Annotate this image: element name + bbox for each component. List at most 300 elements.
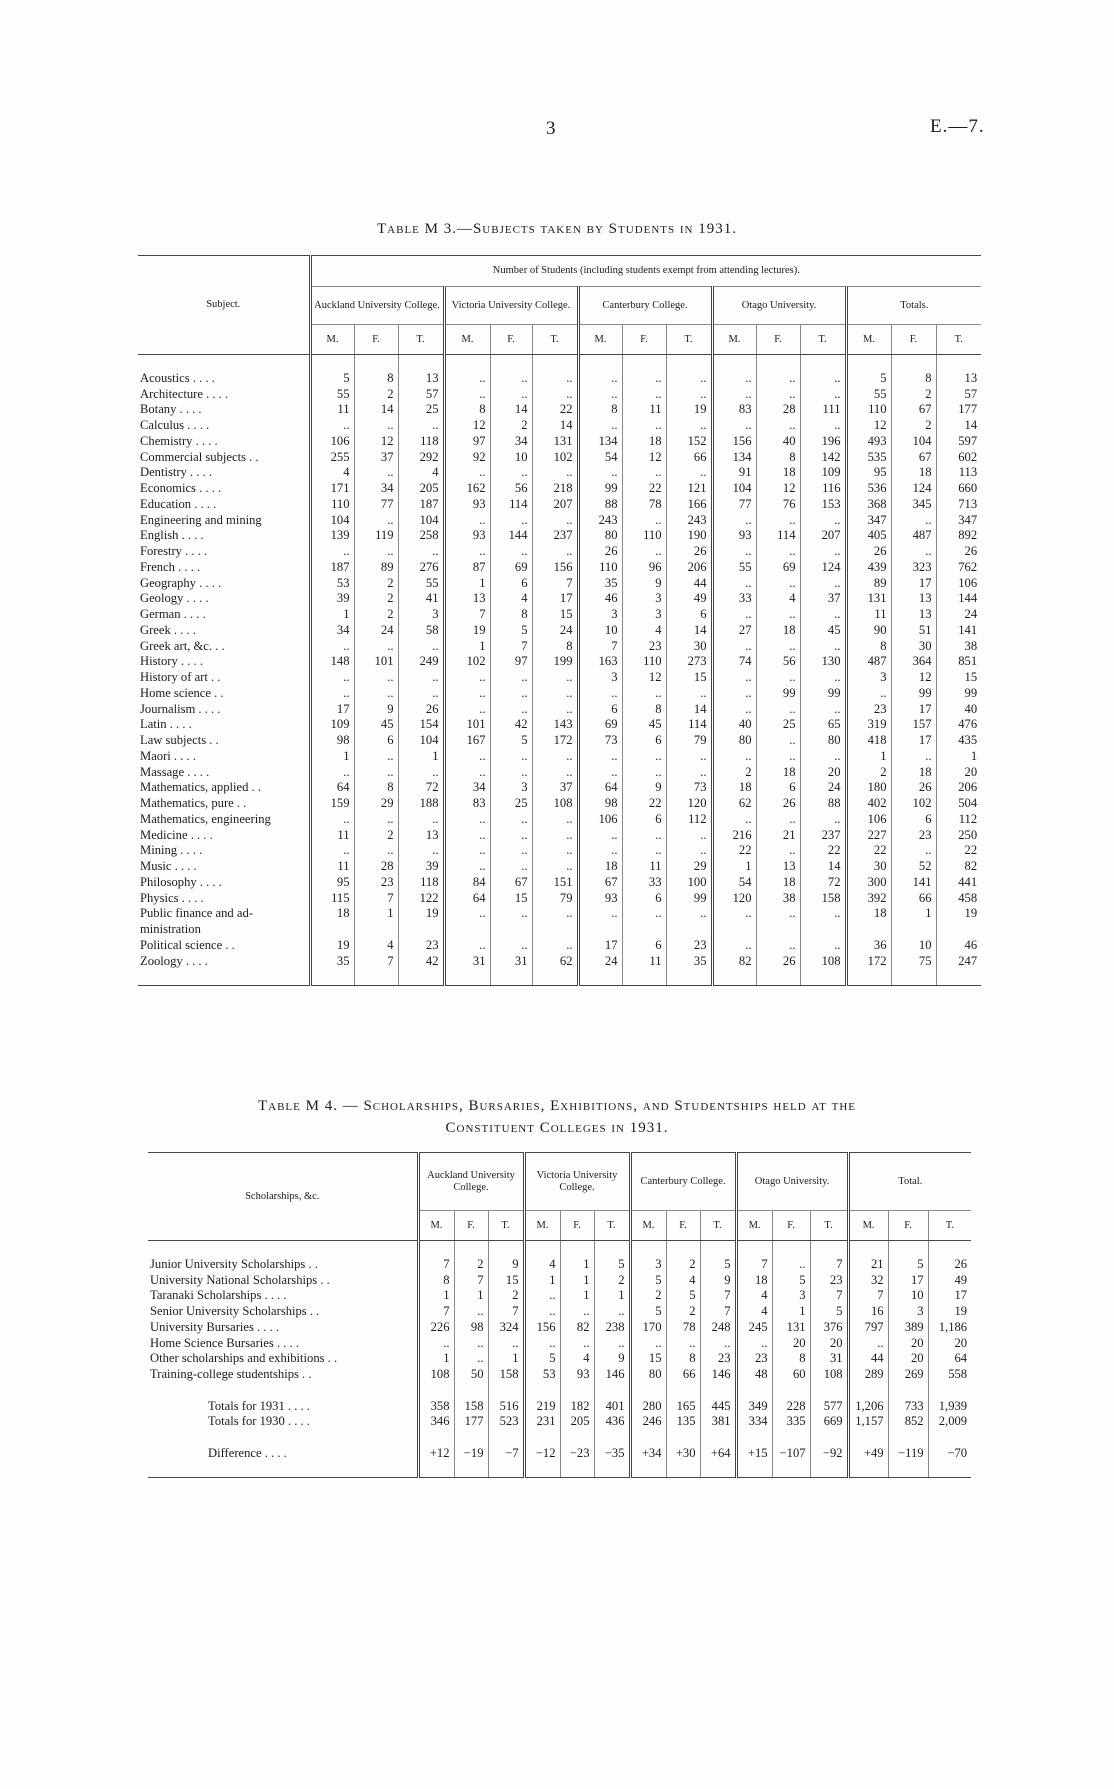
table-row bbox=[138, 702, 981, 718]
table-cell: .. bbox=[756, 749, 800, 765]
table-cell: 34 bbox=[310, 623, 354, 639]
table-cell: 11 bbox=[622, 859, 666, 875]
table-cell: 335 bbox=[772, 1414, 810, 1430]
table-cell: .. bbox=[712, 544, 756, 560]
table-cell: 143 bbox=[532, 717, 578, 733]
table-cell: 23 bbox=[700, 1351, 736, 1367]
spacer-cell bbox=[712, 355, 756, 371]
group-header-otago: Otago University. bbox=[712, 287, 846, 325]
table-cell: 108 bbox=[800, 954, 846, 970]
table-cell: 106 bbox=[578, 812, 622, 828]
table-row bbox=[138, 481, 981, 497]
table-cell: 188 bbox=[398, 796, 444, 812]
table-cell: .. bbox=[454, 1336, 488, 1352]
table-cell: .. bbox=[800, 938, 846, 954]
table-row bbox=[138, 922, 981, 938]
row-label: Medicine . . . . bbox=[138, 828, 310, 844]
table-cell: 228 bbox=[772, 1399, 810, 1415]
table-cell: .. bbox=[578, 843, 622, 859]
table-cell: 23 bbox=[891, 828, 936, 844]
table-cell: .. bbox=[800, 371, 846, 387]
table-cell: 46 bbox=[578, 591, 622, 607]
row-label: Taranaki Scholarships . . . . bbox=[148, 1288, 418, 1304]
super-header: Number of Students (including students exempt from attending lectures). bbox=[310, 256, 981, 287]
table-cell: .. bbox=[622, 387, 666, 403]
spacer-cell bbox=[891, 969, 936, 985]
table-cell: 2 bbox=[712, 765, 756, 781]
table-cell: 69 bbox=[490, 560, 532, 576]
row-label: Difference . . . . bbox=[148, 1446, 418, 1462]
table-cell: 69 bbox=[578, 717, 622, 733]
table-cell: 1 bbox=[970, 748, 978, 763]
table-cell: 535 bbox=[846, 450, 891, 466]
table-cell: 205 bbox=[398, 481, 444, 497]
spacer-cell bbox=[888, 1241, 928, 1257]
table-row bbox=[138, 670, 981, 686]
table-cell: 324 bbox=[488, 1320, 524, 1336]
table-cell: 33 bbox=[712, 591, 756, 607]
column-header: T. bbox=[928, 1211, 971, 1241]
spacer-cell bbox=[810, 1241, 848, 1257]
table-cell: 523 bbox=[488, 1414, 524, 1430]
table-cell: .. bbox=[712, 812, 756, 828]
spacer-cell bbox=[810, 1430, 848, 1446]
table-cell: 24 bbox=[964, 607, 978, 621]
table-cell: .. bbox=[848, 1336, 888, 1352]
table-row bbox=[138, 450, 981, 466]
table-cell: .. bbox=[398, 639, 444, 655]
spacer-cell bbox=[810, 1462, 848, 1478]
table-cell: 231 bbox=[524, 1414, 560, 1430]
table-cell: 7 bbox=[418, 1257, 454, 1273]
table-cell: .. bbox=[398, 812, 444, 828]
table-cell: 79 bbox=[666, 733, 712, 749]
group-header-auckland: Auckland University College. bbox=[310, 287, 444, 325]
table-cell: 8 bbox=[666, 1351, 700, 1367]
table-cell: 146 bbox=[594, 1367, 630, 1383]
table-cell: 78 bbox=[666, 1320, 700, 1336]
table-cell: .. bbox=[490, 387, 532, 403]
row-label: Journalism . . . . bbox=[138, 702, 310, 718]
spacer-cell bbox=[736, 1241, 772, 1257]
table-cell: 487 bbox=[846, 654, 891, 670]
table-cell: 66 bbox=[666, 450, 712, 466]
table-cell: 148 bbox=[310, 654, 354, 670]
table-cell: 19 bbox=[964, 906, 978, 921]
table-cell: 6 bbox=[666, 607, 712, 623]
spacer-cell bbox=[532, 355, 578, 371]
table-cell: 7 bbox=[810, 1257, 848, 1273]
spacer-cell bbox=[630, 1430, 666, 1446]
spacer-cell bbox=[700, 1383, 736, 1399]
table-cell: 8 bbox=[772, 1351, 810, 1367]
spacer-cell bbox=[800, 969, 846, 985]
table-cell: 34 bbox=[444, 780, 490, 796]
table-cell: 172 bbox=[846, 954, 891, 970]
row-label: Other scholarships and exhibitions . . bbox=[148, 1351, 418, 1367]
table-cell: 134 bbox=[712, 450, 756, 466]
table-cell: 12 bbox=[846, 418, 891, 434]
row-label: History . . . . bbox=[138, 654, 310, 670]
table-cell: 23 bbox=[398, 938, 444, 954]
spacer-cell bbox=[578, 355, 622, 371]
table-cell: 1 bbox=[310, 749, 354, 765]
row-label: Philosophy . . . . bbox=[138, 875, 310, 891]
table-cell: 323 bbox=[891, 560, 936, 576]
table-cell: 17 bbox=[891, 576, 936, 592]
table-cell: 347 bbox=[958, 512, 978, 527]
column-header: M. bbox=[524, 1211, 560, 1241]
table-cell: 104 bbox=[398, 733, 444, 749]
table-cell: 9 bbox=[622, 576, 666, 592]
table-cell: 13 bbox=[964, 370, 978, 385]
table-cell: 33 bbox=[622, 875, 666, 891]
table-cell: 21 bbox=[756, 828, 800, 844]
spacer-cell bbox=[524, 1383, 560, 1399]
table-row bbox=[138, 371, 981, 387]
table-cell: 39 bbox=[398, 859, 444, 875]
table-cell: .. bbox=[354, 513, 398, 529]
spacer-cell bbox=[846, 355, 891, 371]
table-cell: 111 bbox=[800, 402, 846, 418]
table-cell: 1 bbox=[444, 576, 490, 592]
table-cell: 1 bbox=[772, 1304, 810, 1320]
table-cell: 17 bbox=[891, 733, 936, 749]
table-cell: 187 bbox=[310, 560, 354, 576]
table-cell: 26 bbox=[756, 796, 800, 812]
table-cell: 7 bbox=[490, 639, 532, 655]
table-cell: 158 bbox=[454, 1399, 488, 1415]
spacer-cell bbox=[666, 1241, 700, 1257]
table-cell: 110 bbox=[310, 497, 354, 513]
spacer-cell bbox=[454, 1430, 488, 1446]
table-row bbox=[148, 1320, 971, 1336]
table-cell: 74 bbox=[712, 654, 756, 670]
table-cell: 436 bbox=[594, 1414, 630, 1430]
table-cell: 8 bbox=[444, 402, 490, 418]
table-cell: .. bbox=[712, 938, 756, 954]
table-row bbox=[148, 1288, 971, 1304]
column-header: F. bbox=[490, 325, 532, 355]
table-cell: 2 bbox=[354, 576, 398, 592]
table-cell: 15 bbox=[532, 607, 578, 623]
table-row bbox=[138, 875, 981, 891]
column-header: M. bbox=[712, 325, 756, 355]
table-cell: 7 bbox=[810, 1288, 848, 1304]
table-cell: .. bbox=[622, 686, 666, 702]
spacer-cell bbox=[524, 1462, 560, 1478]
row-label: ministration bbox=[138, 922, 310, 938]
table-cell: 110 bbox=[846, 402, 891, 418]
table-cell: +34 bbox=[630, 1446, 666, 1462]
spacer-cell bbox=[928, 1241, 971, 1257]
spacer-cell bbox=[594, 1462, 630, 1478]
table-cell: 2 bbox=[666, 1304, 700, 1320]
spacer-cell bbox=[736, 1430, 772, 1446]
spacer-cell bbox=[524, 1430, 560, 1446]
table-cell: 20 bbox=[888, 1336, 928, 1352]
table-cell: 289 bbox=[848, 1367, 888, 1383]
spacer-cell bbox=[736, 1462, 772, 1478]
table-row bbox=[138, 607, 981, 623]
table-cell: 110 bbox=[578, 560, 622, 576]
table-cell: .. bbox=[490, 749, 532, 765]
table-cell: 40 bbox=[756, 434, 800, 450]
table-cell: 12 bbox=[622, 670, 666, 686]
table-cell: 15 bbox=[488, 1273, 524, 1289]
column-header: F. bbox=[772, 1211, 810, 1241]
table-cell: .. bbox=[444, 749, 490, 765]
spacer-cell bbox=[398, 969, 444, 985]
table-cell: .. bbox=[560, 1304, 594, 1320]
table-cell: 3 bbox=[578, 670, 622, 686]
column-header: F. bbox=[756, 325, 800, 355]
table-cell: .. bbox=[354, 639, 398, 655]
group-header-totals: Totals. bbox=[846, 287, 981, 325]
table-cell: .. bbox=[532, 387, 578, 403]
table-row bbox=[138, 765, 981, 781]
table-cell: .. bbox=[354, 765, 398, 781]
table-row bbox=[148, 1446, 971, 1462]
table-cell: 146 bbox=[700, 1367, 736, 1383]
table-cell: .. bbox=[444, 765, 490, 781]
table-cell: .. bbox=[398, 686, 444, 702]
table-row bbox=[148, 1304, 971, 1320]
table-cell bbox=[310, 922, 354, 938]
table-cell: .. bbox=[666, 765, 712, 781]
table-cell: 347 bbox=[846, 513, 891, 529]
spacer-cell bbox=[418, 1383, 454, 1399]
table-cell: 90 bbox=[846, 623, 891, 639]
table-row bbox=[138, 843, 981, 859]
column-header: T. bbox=[810, 1211, 848, 1241]
row-label: Acoustics . . . . bbox=[138, 371, 310, 387]
table-cell: .. bbox=[354, 686, 398, 702]
table-cell: 246 bbox=[630, 1414, 666, 1430]
table-cell: .. bbox=[712, 670, 756, 686]
table-cell: 78 bbox=[622, 497, 666, 513]
table-cell: 23 bbox=[622, 639, 666, 655]
table-cell: .. bbox=[756, 544, 800, 560]
table-cell: 28 bbox=[756, 402, 800, 418]
table-cell: 142 bbox=[800, 450, 846, 466]
table-cell: .. bbox=[444, 812, 490, 828]
table-cell: 82 bbox=[560, 1320, 594, 1336]
table-cell: 12 bbox=[756, 481, 800, 497]
table-cell: 49 bbox=[666, 591, 712, 607]
spacer-cell bbox=[490, 355, 532, 371]
table-cell: 108 bbox=[810, 1367, 848, 1383]
table-cell: .. bbox=[490, 670, 532, 686]
table-cell: −70 bbox=[947, 1445, 968, 1460]
table-cell: .. bbox=[622, 544, 666, 560]
table-cell: .. bbox=[622, 749, 666, 765]
table-cell: 13 bbox=[398, 828, 444, 844]
table-cell: 154 bbox=[398, 717, 444, 733]
table-cell: 19 bbox=[954, 1304, 968, 1318]
table-cell: 166 bbox=[666, 497, 712, 513]
table-cell: 88 bbox=[800, 796, 846, 812]
table-cell: 100 bbox=[666, 875, 712, 891]
spacer-cell bbox=[532, 969, 578, 985]
table-cell: 37 bbox=[354, 450, 398, 466]
table-row bbox=[148, 1351, 971, 1367]
table-cell: 98 bbox=[310, 733, 354, 749]
table-cell: .. bbox=[354, 670, 398, 686]
table-cell: .. bbox=[454, 1304, 488, 1320]
table-cell: 40 bbox=[964, 701, 978, 716]
table-cell: 2 bbox=[891, 418, 936, 434]
table-cell: .. bbox=[310, 418, 354, 434]
table-cell: 6 bbox=[756, 780, 800, 796]
column-header: M. bbox=[310, 325, 354, 355]
column-header: T. bbox=[800, 325, 846, 355]
table-cell: .. bbox=[444, 465, 490, 481]
table-cell: .. bbox=[756, 371, 800, 387]
table-cell: 7 bbox=[848, 1288, 888, 1304]
spacer-row bbox=[148, 1462, 971, 1478]
table-cell: 7 bbox=[578, 639, 622, 655]
table-cell: 660 bbox=[958, 481, 978, 495]
table-cell: 23 bbox=[354, 875, 398, 891]
table-cell: 82 bbox=[712, 954, 756, 970]
table-cell: 18 bbox=[736, 1273, 772, 1289]
column-header: F. bbox=[666, 1211, 700, 1241]
column-header: M. bbox=[848, 1211, 888, 1241]
table-cell: 2 bbox=[354, 607, 398, 623]
table-cell: 156 bbox=[532, 560, 578, 576]
table-cell: 135 bbox=[666, 1414, 700, 1430]
table-cell: 1 bbox=[846, 749, 891, 765]
table-cell: 36 bbox=[846, 938, 891, 954]
table-cell: 177 bbox=[958, 402, 978, 417]
row-label: French . . . . bbox=[138, 560, 310, 576]
table-cell: 45 bbox=[622, 717, 666, 733]
table-cell bbox=[444, 922, 490, 938]
spacer-cell bbox=[444, 969, 490, 985]
table-cell: .. bbox=[756, 938, 800, 954]
table-cell: 23 bbox=[810, 1273, 848, 1289]
row-label: Mathematics, pure . . bbox=[138, 796, 310, 812]
table-row bbox=[138, 717, 981, 733]
column-header: T. bbox=[398, 325, 444, 355]
table-row bbox=[138, 623, 981, 639]
table-cell: 4 bbox=[310, 465, 354, 481]
table-row bbox=[138, 891, 981, 907]
table-cell: 15 bbox=[630, 1351, 666, 1367]
table-cell: .. bbox=[712, 576, 756, 592]
table-cell: 17 bbox=[578, 938, 622, 954]
table-cell: 368 bbox=[846, 497, 891, 513]
table-cell: 8 bbox=[891, 371, 936, 387]
table-cell: 10 bbox=[490, 450, 532, 466]
table-cell: .. bbox=[532, 465, 578, 481]
table-cell: .. bbox=[594, 1336, 630, 1352]
table-cell: .. bbox=[756, 576, 800, 592]
table-cell: 2 bbox=[488, 1288, 524, 1304]
table-cell: .. bbox=[800, 702, 846, 718]
scholarship-header: Scholarships, &c. bbox=[148, 1153, 418, 1241]
column-header: F. bbox=[354, 325, 398, 355]
table-cell: 358 bbox=[418, 1399, 454, 1415]
table-cell: .. bbox=[630, 1336, 666, 1352]
table-cell: 167 bbox=[444, 733, 490, 749]
table-cell: .. bbox=[800, 812, 846, 828]
table-cell: .. bbox=[532, 702, 578, 718]
table-row bbox=[138, 387, 981, 403]
table-cell: 58 bbox=[398, 623, 444, 639]
table-cell: 402 bbox=[846, 796, 891, 812]
table-cell: 42 bbox=[490, 717, 532, 733]
table-cell: .. bbox=[622, 765, 666, 781]
table-row bbox=[138, 560, 981, 576]
table-cell: .. bbox=[490, 702, 532, 718]
table-cell: .. bbox=[756, 513, 800, 529]
table-cell: 102 bbox=[532, 450, 578, 466]
table-cell: 72 bbox=[398, 780, 444, 796]
table-cell bbox=[532, 922, 578, 938]
table-cell: 3 bbox=[398, 607, 444, 623]
table-cell: 48 bbox=[736, 1367, 772, 1383]
table-cell: 18 bbox=[578, 859, 622, 875]
table-cell: 153 bbox=[800, 497, 846, 513]
table-cell: +15 bbox=[736, 1446, 772, 1462]
table-row bbox=[138, 828, 981, 844]
table-cell: 37 bbox=[532, 780, 578, 796]
row-label: Commercial subjects . . bbox=[138, 450, 310, 466]
spacer-cell bbox=[712, 969, 756, 985]
table-cell: .. bbox=[398, 843, 444, 859]
table-cell: 5 bbox=[810, 1304, 848, 1320]
spacer-cell bbox=[936, 969, 981, 985]
table-cell: 1,186 bbox=[938, 1319, 968, 1334]
table-cell: 445 bbox=[700, 1399, 736, 1415]
table-cell: 30 bbox=[666, 639, 712, 655]
row-label: Zoology . . . . bbox=[138, 954, 310, 970]
table-cell: 31 bbox=[444, 954, 490, 970]
table-cell: .. bbox=[532, 371, 578, 387]
spacer-cell bbox=[666, 969, 712, 985]
spacer-cell bbox=[630, 1462, 666, 1478]
table-cell: 170 bbox=[630, 1320, 666, 1336]
table-cell: −107 bbox=[772, 1446, 810, 1462]
column-header: M. bbox=[578, 325, 622, 355]
table-cell: 1 bbox=[454, 1288, 488, 1304]
table-cell: 35 bbox=[310, 954, 354, 970]
table-cell: .. bbox=[490, 371, 532, 387]
table-cell: 11 bbox=[310, 402, 354, 418]
table-cell bbox=[846, 922, 891, 938]
table-cell: 5 bbox=[666, 1288, 700, 1304]
table-cell: 120 bbox=[666, 796, 712, 812]
table-cell: 1 bbox=[594, 1288, 630, 1304]
spacer-cell bbox=[888, 1430, 928, 1446]
table-cell: 8 bbox=[354, 780, 398, 796]
table-cell: 46 bbox=[964, 937, 978, 952]
spacer-cell bbox=[846, 969, 891, 985]
table-cell: 19 bbox=[666, 402, 712, 418]
table-cell: 3 bbox=[772, 1288, 810, 1304]
table-cell: 762 bbox=[958, 559, 978, 574]
spacer-cell bbox=[666, 1430, 700, 1446]
table-cell: 6 bbox=[622, 938, 666, 954]
table-cell: 23 bbox=[666, 938, 712, 954]
table-cell: 113 bbox=[958, 465, 978, 480]
table-cell: 269 bbox=[888, 1367, 928, 1383]
table-cell: 66 bbox=[891, 891, 936, 907]
row-label: Engineering and mining bbox=[138, 513, 310, 529]
table-cell bbox=[936, 922, 981, 938]
